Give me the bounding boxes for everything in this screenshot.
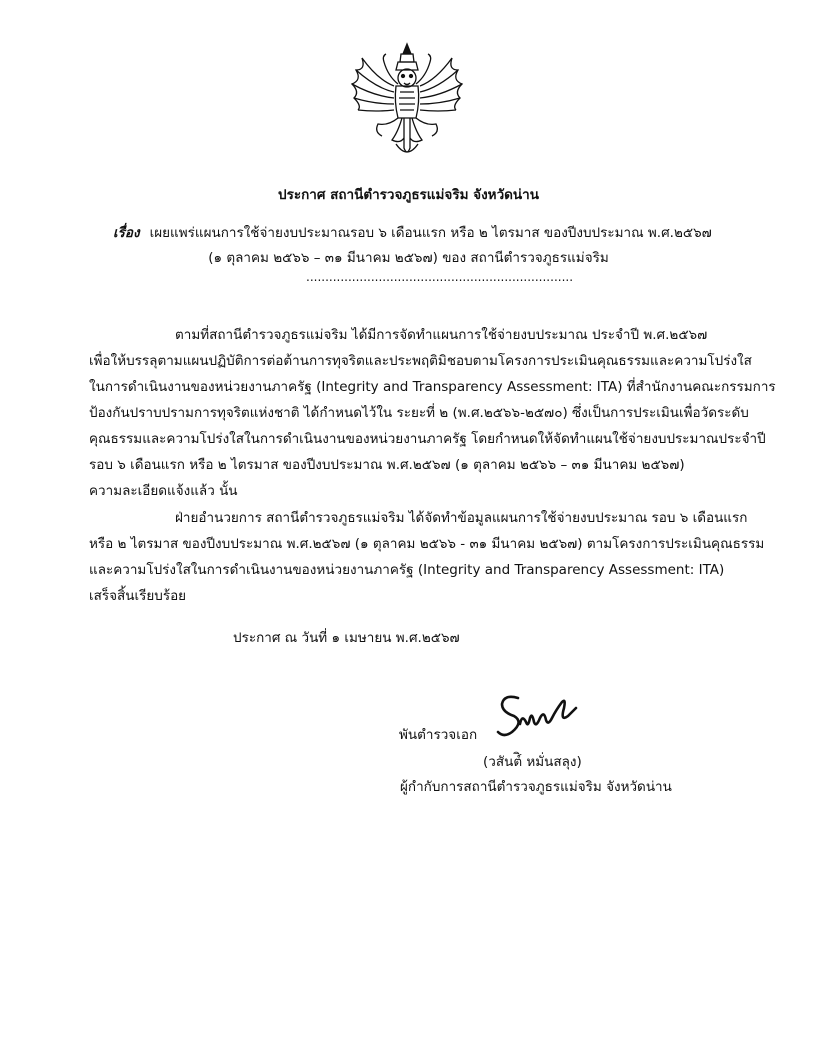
body-paragraph-2 xyxy=(89,505,765,609)
announcement-title: ประกาศ สถานีตำรวจภูธรแม่จริม จังหวัดน่าน xyxy=(278,187,539,203)
paragraph-line: ในการดำเนินงานของหน่วยงานภาครัฐ (Integrity and Transparency Assessment: ITA) ที่สำนักงานคณะกรรมการ xyxy=(89,379,776,395)
paragraph-line: เพื่อให้บรรลุตามแผนปฏิบัติการต่อต้านการทุจริตและประพฤติมิชอบตามโครงการประเมินคุณธรรมและความโปร่งใส xyxy=(89,353,752,369)
subject-line-2: (๑ ตุลาคม ๒๕๖๖ – ๓๑ มีนาคม ๒๕๖๗) ของ สถานีตำรวจภูธรแม่จริม xyxy=(208,250,609,266)
paragraph-line: และความโปร่งใสในการดำเนินงานของหน่วยงานภาครัฐ (Integrity and Transparency Assessment: ITA) xyxy=(89,562,725,578)
announcement-date: ประกาศ ณ วันที่ ๑ เมษายน พ.ศ.๒๕๖๗ xyxy=(233,630,460,646)
paragraph-line: ป้องกันปราบปรามการทุจริตแห่งชาติ ได้กำหนดไว้ใน ระยะที่ ๒ (พ.ศ.๒๕๖๖-๒๕๗๐) ซึ่งเป็นการประเมินเพื่อวัดระดับ xyxy=(89,405,749,421)
paragraph-line: ความละเอียดแจ้งแล้ว นั้น xyxy=(89,483,238,499)
garuda-emblem-icon xyxy=(348,40,466,160)
body-paragraph-1 xyxy=(89,322,776,504)
signer-rank: พันตำรวจเอก xyxy=(399,727,478,743)
subject-label: เรื่อง xyxy=(113,225,140,241)
paragraph-line: คุณธรรมและความโปร่งใสในการดำเนินงานของหน่วยงานภาครัฐ โดยกำหนดให้จัดทำแผนใช้จ่ายงบประมาณประจำปี xyxy=(89,431,766,447)
dotted-separator: ...................................................................... xyxy=(306,270,574,284)
paragraph-line: หรือ ๒ ไตรมาส ของปีงบประมาณ พ.ศ.๒๕๖๗ (๑ ตุลาคม ๒๕๖๖ - ๓๑ มีนาคม ๒๕๖๗) ตามโครงการประเมินคุณธรรม xyxy=(89,536,765,552)
paragraph-line: รอบ ๖ เดือนแรก หรือ ๒ ไตรมาส ของปีงบประมาณ พ.ศ.๒๕๖๗ (๑ ตุลาคม ๒๕๖๖ – ๓๑ มีนาคม ๒๕๖๗) xyxy=(89,457,685,473)
paragraph-line: ตามที่สถานีตำรวจภูธรแม่จริม ได้มีการจัดทำแผนการใช้จ่ายงบประมาณ ประจำปี พ.ศ.๒๕๖๗ xyxy=(175,327,708,343)
signer-name: (วสันต์ิ หมั่นสลุง) xyxy=(483,754,582,770)
signer-position: ผู้กำกับการสถานีตำรวจภูธรแม่จริม จังหวัดน่าน xyxy=(400,779,672,795)
paragraph-line: ฝ่ายอำนวยการ สถานีตำรวจภูธรแม่จริม ได้จัดทำข้อมูลแผนการใช้จ่ายงบประมาณ รอบ ๖ เดือนแรก xyxy=(175,510,748,526)
subject-line-1: เผยแพร่แผนการใช้จ่ายงบประมาณรอบ ๖ เดือนแรก หรือ ๒ ไตรมาส ของปีงบประมาณ พ.ศ.๒๕๖๗ xyxy=(149,225,712,241)
handwritten-signature-icon xyxy=(492,688,578,748)
paragraph-line: เสร็จสิ้นเรียบร้อย xyxy=(89,588,187,604)
subject-block xyxy=(113,222,733,244)
